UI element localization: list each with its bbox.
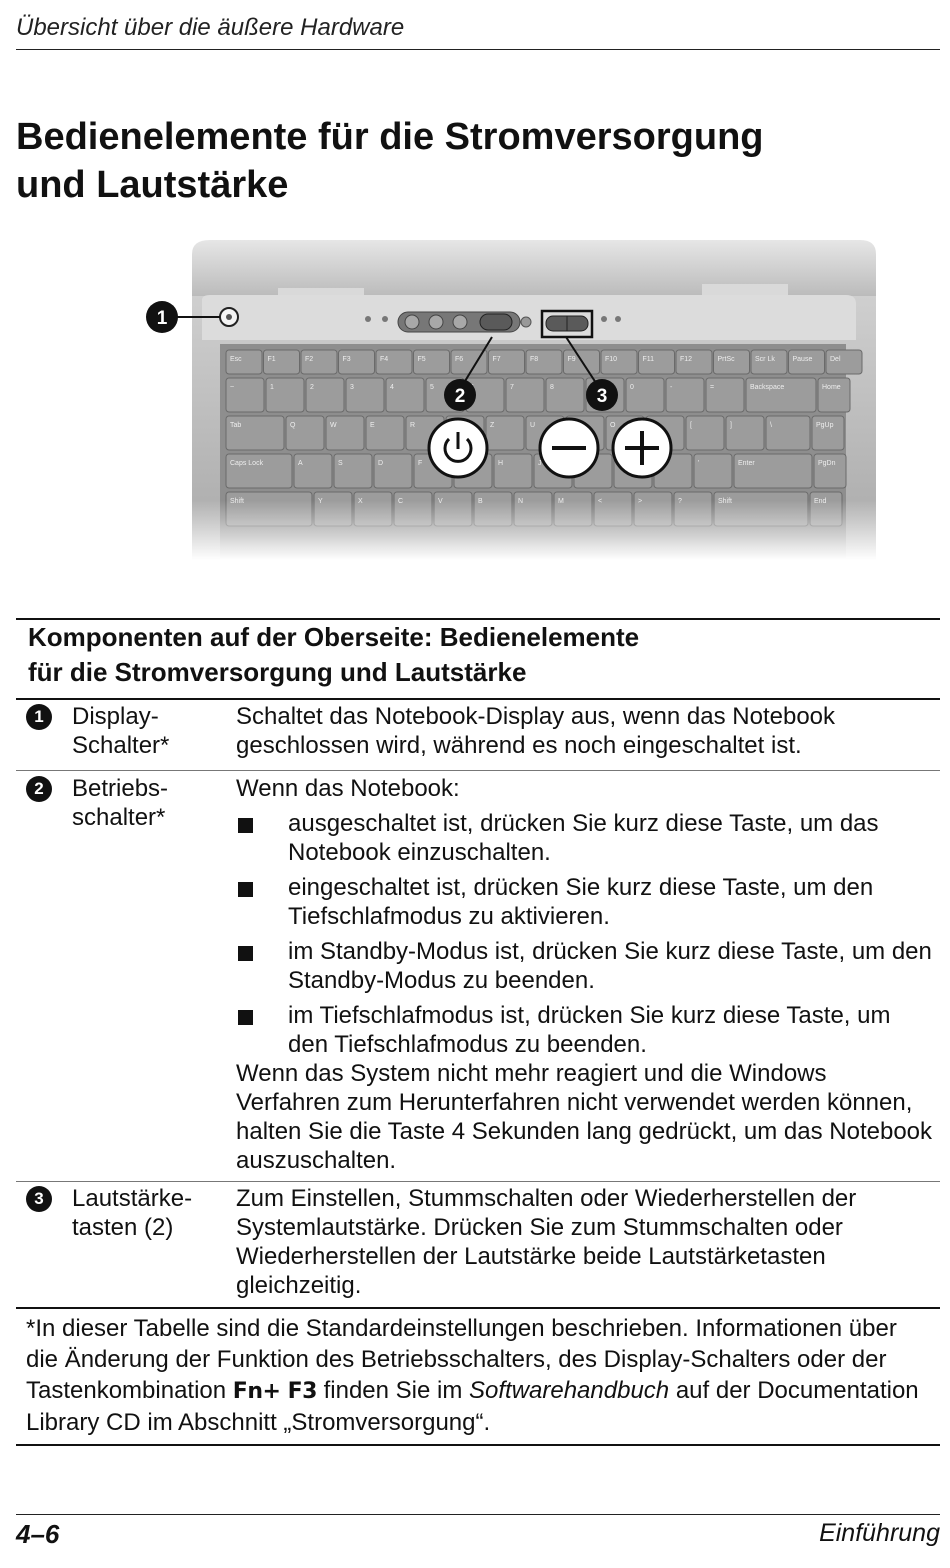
table-bottom-rule (16, 1444, 940, 1446)
keyboard-key-label: F7 (492, 356, 501, 363)
display-switch-dot (226, 314, 232, 320)
keyboard-key-label: A (298, 460, 303, 467)
keyboard-key-label: 1 (270, 384, 274, 391)
row-divider (16, 1181, 940, 1182)
table-title-line2: für die Stromversorgung und Lautstärke (28, 657, 527, 687)
keyboard-key-label: S (338, 460, 343, 467)
footnote-part1: *In dieser Tabelle sind die Standardeinstellungen beschrieben. Informationen über die Änderung der Funktion des Betriebsschalters, des Display-Schalters oder der Tastenkombination (26, 1315, 897, 1404)
header-rule (16, 49, 940, 50)
list-item: eingeschaltet ist, drücken Sie kurz diese Taste, um den Tiefschlafmodus zu aktivieren. (236, 873, 936, 931)
key-combination: Fn+ F3 (232, 1379, 317, 1404)
chapter-name: Einführung (819, 1519, 940, 1547)
keyboard-key-label: Z (490, 422, 495, 429)
table-title (28, 620, 908, 690)
keyboard-key-label: 8 (550, 384, 554, 391)
list-item: im Tiefschlafmodus ist, drücken Sie kurz diese Taste, um den Tiefschlafmodus zu beenden. (236, 1001, 936, 1059)
keyboard-key-label: F9 (567, 356, 576, 363)
figure-fade (140, 500, 880, 560)
keyboard-key-label: Esc (230, 356, 242, 363)
book-title: Softwarehandbuch (469, 1377, 670, 1404)
row-divider (16, 770, 940, 771)
row-term-line2: tasten (2) (72, 1214, 174, 1241)
page-title-line1: Bedienelemente für die Stromversorgung (16, 116, 764, 158)
keyboard-figure (140, 240, 880, 560)
keyboard-key-label: ' (698, 460, 700, 467)
callout-1-label: 1 (156, 308, 168, 329)
keyboard-key-label: Backspace (750, 384, 785, 391)
table-header-rule (16, 698, 940, 700)
keyboard-key-label: J (538, 460, 542, 467)
keyboard-key-label: Tab (230, 422, 242, 429)
row-term (72, 1184, 232, 1242)
keyboard-key-label: \ (770, 422, 772, 429)
table-title-line1: Komponenten auf der Oberseite: Bedienelemente (28, 622, 640, 652)
row-description (236, 774, 936, 1175)
page-title-line2: und Lautstärke (16, 164, 289, 206)
keyboard-key-label: F8 (530, 356, 539, 363)
row-number: 3 (26, 1186, 52, 1212)
keyboard-key-label: F10 (605, 356, 618, 363)
keyboard-key-label: 3 (350, 384, 354, 391)
footnote-part2: finden Sie im (316, 1377, 469, 1404)
row-number: 1 (26, 704, 52, 730)
row-term-line2: schalter* (72, 804, 166, 831)
row-intro: Wenn das Notebook: (236, 775, 460, 802)
callout-2-label: 2 (454, 386, 466, 407)
row-term (72, 774, 232, 832)
page-number: 4–6 (16, 1519, 60, 1549)
table-footnote (26, 1313, 926, 1438)
keyboard-key-label: F3 (342, 356, 351, 363)
keyboard-key-label: F11 (642, 356, 655, 363)
keyboard-key-label: ] (730, 422, 732, 429)
keyboard-key-label: Scr Lk (755, 356, 775, 363)
keyboard-key-label: F1 (267, 356, 276, 363)
keyboard-key-label: D (378, 460, 384, 467)
keyboard-key-label: W (330, 422, 337, 429)
keyboard-key-label: F5 (417, 356, 426, 363)
row-term-line2: Schalter* (72, 732, 170, 759)
power-icon (429, 419, 487, 477)
keyboard-key-label: Home (822, 384, 841, 391)
keyboard-key-label: 0 (630, 384, 634, 391)
keyboard-key-label: R (410, 422, 416, 429)
volume-down-icon (540, 419, 598, 477)
list-item: im Standby-Modus ist, drücken Sie kurz diese Taste, um den Standby-Modus zu beenden. (236, 937, 936, 995)
row-number: 2 (26, 776, 52, 802)
keyboard-key-label: - (670, 384, 673, 391)
keyboard-key-label: PgUp (816, 422, 834, 429)
keyboard-key-label: F12 (680, 356, 693, 363)
keyboard-key-label: F (418, 460, 423, 467)
volume-up-icon (613, 419, 671, 477)
keyboard-key-label: 2 (310, 384, 314, 391)
keyboard-key (766, 416, 810, 450)
footer-rule (16, 1514, 940, 1515)
row-description: Schaltet das Notebook-Display aus, wenn das Notebook geschlossen wird, während es noch eingeschaltet ist. (236, 703, 836, 759)
keyboard-key-label: F6 (455, 356, 464, 363)
table-footnote-rule (16, 1307, 940, 1309)
keyboard-key-label: Q (290, 422, 296, 429)
running-header: Übersicht über die äußere Hardware (16, 14, 405, 41)
keyboard-key-label: O (610, 422, 616, 429)
keyboard-key-label: PrtSc (717, 356, 735, 363)
row-description: Zum Einstellen, Stummschalten oder Wiederherstellen der Systemlautstärke. Drücken Sie zum Stummschalten oder Wiederherstellen der Lautstärke beide Lautstärketasten gleichzeitig. (236, 1185, 857, 1299)
keyboard-key-label: F4 (380, 356, 389, 363)
list-item: ausgeschaltet ist, drücken Sie kurz diese Taste, um das Notebook einzuschalten. (236, 809, 936, 867)
row-term-line1: Betriebs- (72, 775, 169, 802)
keyboard-key-label: [ (690, 422, 692, 429)
keyboard-key-label: F2 (305, 356, 314, 363)
row-term-line1: Display- (72, 703, 159, 730)
footnote-part3: auf der Documentation Library CD im Abschnitt „Stromversorgung“. (26, 1377, 919, 1436)
keyboard-key-label: 5 (430, 384, 434, 391)
keyboard-key-label: U (530, 422, 536, 429)
keyboard-key-label: ~ (230, 384, 235, 391)
row-outro: Wenn das System nicht mehr reagiert und die Windows Verfahren zum Herunterfahren nicht verwendet werden können, halten Sie die Taste 4 Sekunden lang gedrückt, um das Notebook auszuschalten. (236, 1060, 933, 1174)
keyboard-key-label: Pause (792, 356, 813, 363)
keyboard-key-label: Del (830, 356, 841, 363)
callout-3-label: 3 (596, 386, 608, 407)
keyboard-key-label: PgDn (818, 460, 836, 467)
keyboard-key-label: = (710, 384, 715, 391)
row-term (72, 702, 232, 760)
keyboard-key-label: H (498, 460, 504, 467)
row-term-line1: Lautstärke- (72, 1185, 193, 1212)
keyboard-key-label: Enter (738, 460, 755, 467)
keyboard-key-label: 7 (510, 384, 514, 391)
keyboard-key-label: Caps Lock (230, 460, 264, 467)
page-title (16, 113, 936, 209)
keyboard-key-label: 4 (390, 384, 394, 391)
keyboard-key-label: E (370, 422, 375, 429)
keyboard-key (694, 454, 732, 488)
